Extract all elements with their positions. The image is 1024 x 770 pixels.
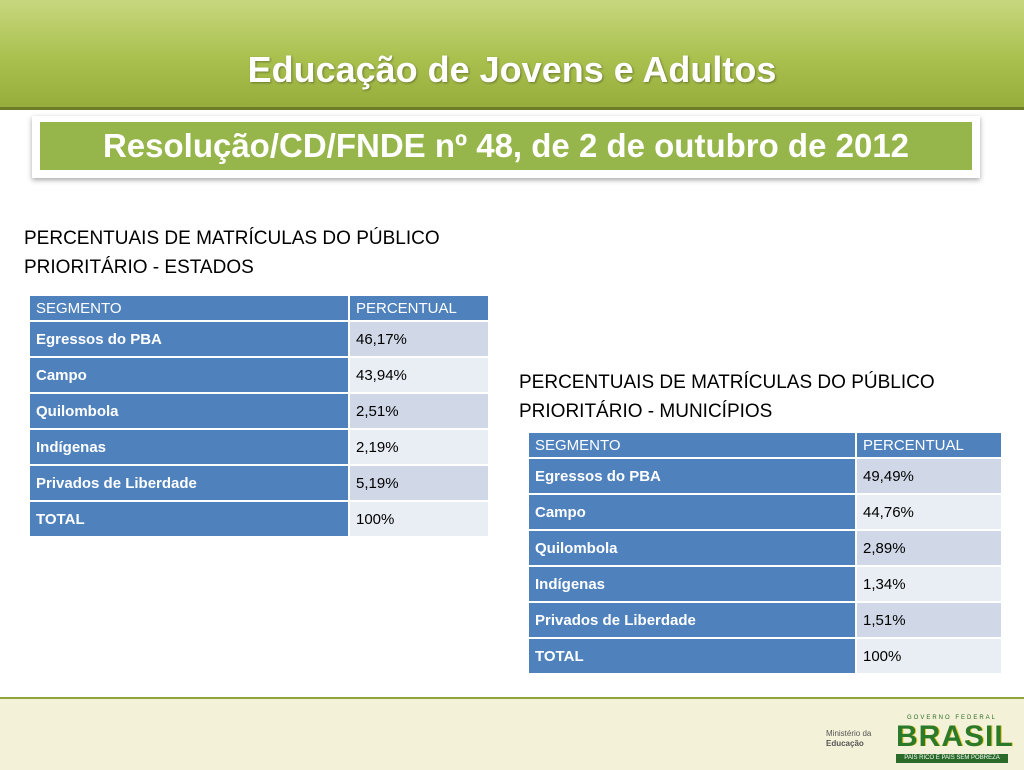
governo-federal-logo [896,714,1014,763]
table-row [529,494,1002,530]
header-divider [0,107,1024,110]
slide-footer [0,697,1024,770]
estados-table [30,296,490,538]
segment-percent: 46,17% [349,321,489,357]
gov-top-text: GOVERNO FEDERAL [906,715,997,721]
ministry-line1: Ministério da [826,729,872,738]
municipios-heading-line2: PRIORITÁRIO - MUNICÍPIOS [519,401,773,422]
municipios-heading-line1: PERCENTUAIS DE MATRÍCULAS DO PÚBLICO [519,372,935,393]
table-header-row [30,296,489,321]
segment-name: Quilombola [30,393,349,429]
table-row [30,393,489,429]
ministry-logo [826,729,871,749]
segment-name: Indígenas [30,429,349,465]
table-row [529,458,1002,494]
table-row [529,566,1002,602]
segment-name: TOTAL [30,501,349,537]
segment-name: Egressos do PBA [30,321,349,357]
municipios-table [529,433,1003,675]
segment-percent: 1,34% [856,566,1002,602]
table-row [529,602,1002,638]
gov-slogan: PAÍS RICO É PAÍS SEM POBREZA [896,754,1008,763]
segment-percent: 1,51% [856,602,1002,638]
column-header-segmento: SEGMENTO [30,296,349,321]
segment-name: Privados de Liberdade [529,602,856,638]
subtitle-text: Resolução/CD/FNDE nº 48, de 2 de outubro de 2012 [40,122,972,170]
segment-percent: 44,76% [856,494,1002,530]
table-row [30,357,489,393]
segment-percent: 100% [856,638,1002,674]
segment-percent: 2,19% [349,429,489,465]
table-header-row [529,433,1002,458]
ministry-line2: Educação [826,739,864,748]
segment-name: Egressos do PBA [529,458,856,494]
brasil-wordmark: BRASIL [896,720,1014,753]
subtitle-banner [32,116,980,178]
segment-name: Indígenas [529,566,856,602]
segment-name: Campo [30,357,349,393]
segment-name: Quilombola [529,530,856,566]
table-row [30,465,489,501]
segment-name: Campo [529,494,856,530]
segment-percent: 43,94% [349,357,489,393]
estados-heading-line1: PERCENTUAIS DE MATRÍCULAS DO PÚBLICO [24,228,440,249]
segment-percent: 2,51% [349,393,489,429]
column-header-segmento: SEGMENTO [529,433,856,458]
estados-heading [24,224,440,282]
table-row [529,638,1002,674]
slide-title: Educação de Jovens e Adultos [247,49,777,90]
table-row [30,501,489,537]
segment-percent: 100% [349,501,489,537]
segment-name: Privados de Liberdade [30,465,349,501]
segment-percent: 2,89% [856,530,1002,566]
column-header-percentual: PERCENTUAL [856,433,1002,458]
estados-heading-line2: PRIORITÁRIO - ESTADOS [24,257,254,278]
segment-name: TOTAL [529,638,856,674]
segment-percent: 5,19% [349,465,489,501]
segment-percent: 49,49% [856,458,1002,494]
table-row [30,429,489,465]
table-row [30,321,489,357]
column-header-percentual: PERCENTUAL [349,296,489,321]
table-row [529,530,1002,566]
municipios-heading [519,368,935,426]
